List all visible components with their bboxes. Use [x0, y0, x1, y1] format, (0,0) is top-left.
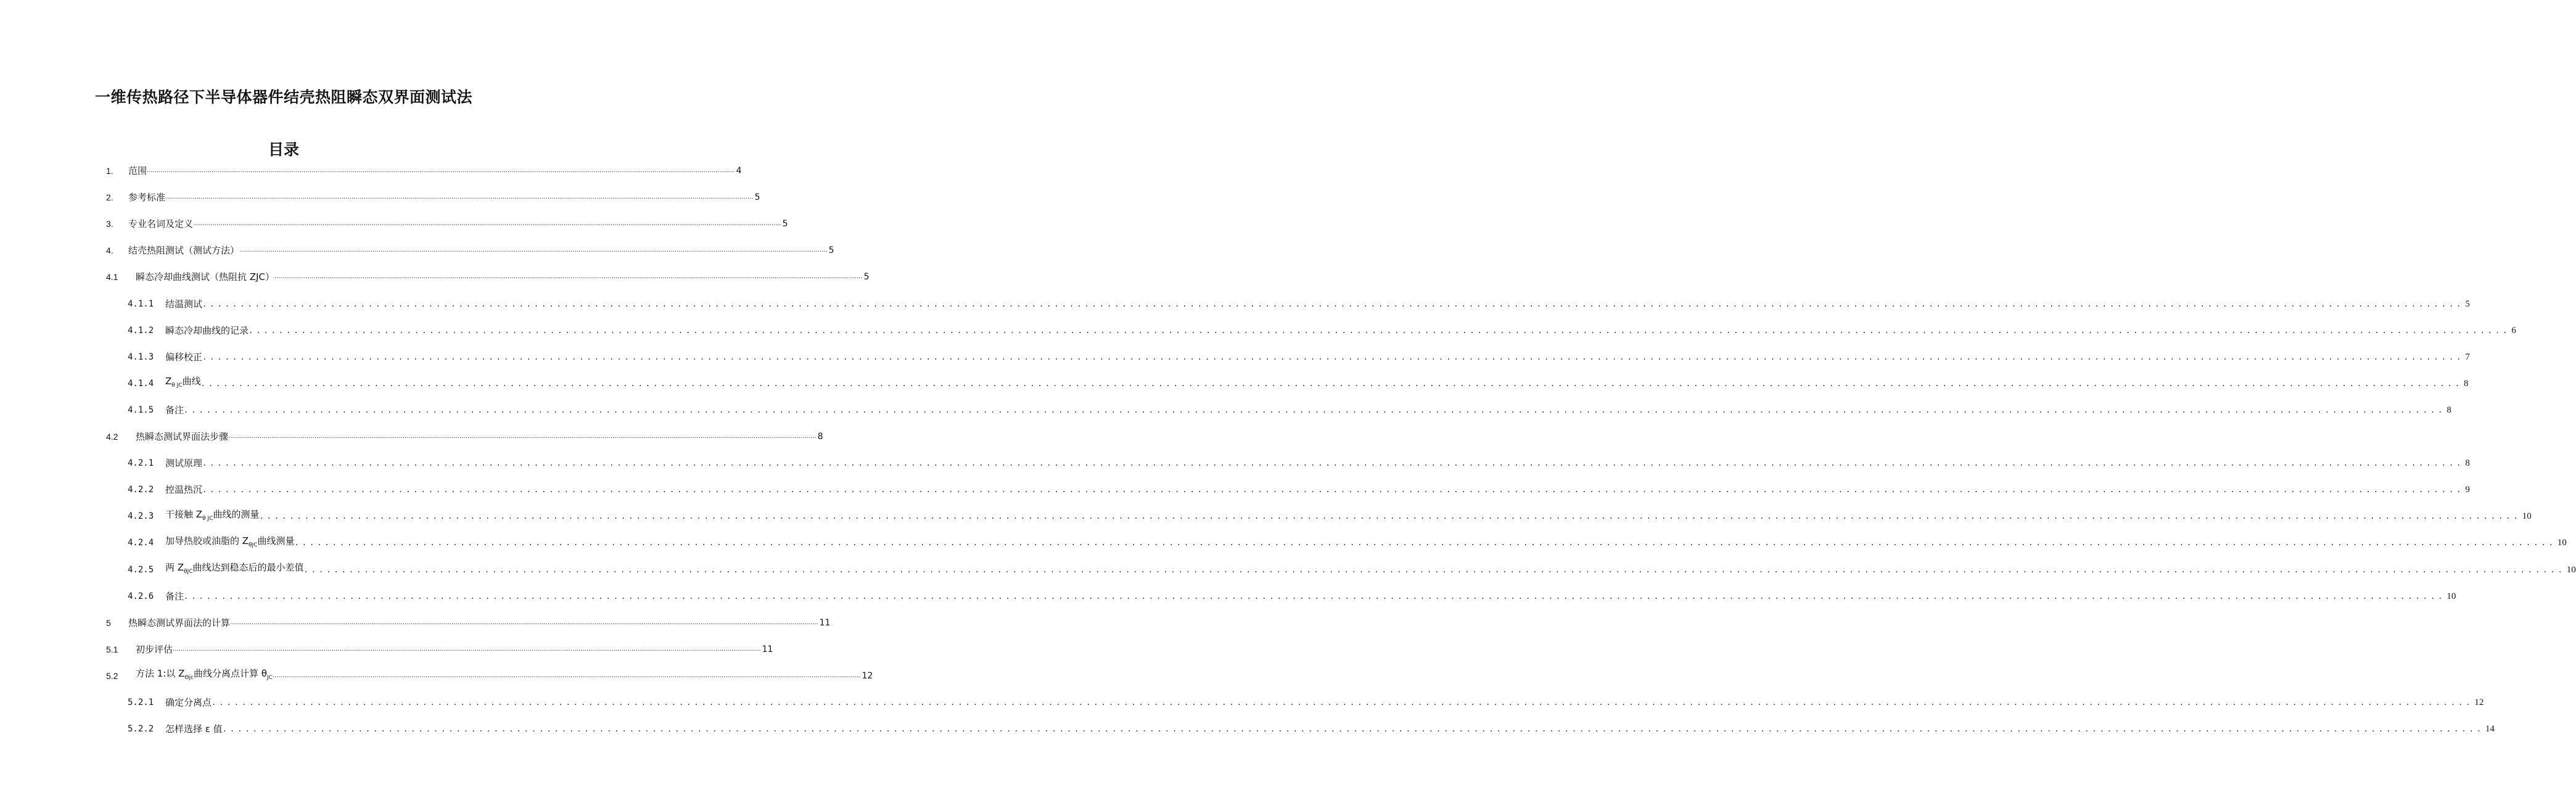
toc-leader-dots: ............................................................................................................................................................................................................................................................................................................: [202, 299, 2464, 308]
toc-entry[interactable]: [0, 615, 831, 631]
toc-entry-number: 4.1.4: [128, 378, 154, 389]
document-title: 一维传热路径下半导体器件结壳热阻瞬态双界面测试法: [94, 88, 472, 106]
toc-entry-page: 8: [2464, 378, 2469, 389]
toc-entry-page: 5: [782, 219, 788, 229]
toc-leader-dots: ............................................................................................................................................................................................................................................................................................................: [202, 485, 2464, 495]
toc-entry-number: 2.: [106, 192, 113, 203]
toc-entry-label: 初步评估: [136, 643, 173, 655]
toc-entry-label: [165, 373, 201, 393]
toc-entry-page: 8: [2465, 458, 2470, 469]
toc-entry-number: 4.2.5: [128, 564, 154, 575]
toc-entry-page: 10: [2566, 564, 2576, 575]
toc-entry[interactable]: [0, 296, 2470, 312]
toc-entry[interactable]: [0, 535, 2567, 551]
toc-leader-dots: ............................................................................................................................................................................................................................................................................................................: [193, 220, 781, 228]
toc-leader-dots: ............................................................................................................................................................................................................................................................................................................: [274, 273, 863, 281]
toc-entry[interactable]: [0, 668, 873, 684]
toc-leader-dots: ............................................................................................................................................................................................................................................................................................................: [303, 565, 2566, 574]
toc-entry-label: 备注: [165, 590, 184, 602]
toc-entry-label: 范围: [128, 165, 147, 176]
toc-leader-dots: ............................................................................................................................................................................................................................................................................................................: [173, 645, 761, 653]
toc-entry[interactable]: [0, 455, 2470, 471]
toc-entry-label-part: 两 Z: [165, 562, 184, 573]
toc-entry-label: 瞬态冷却曲线测试（热阻抗 ZJC）: [136, 271, 274, 283]
toc-entry-page: 9: [2465, 485, 2470, 495]
toc-entry-page: 12: [2474, 698, 2484, 707]
toc-leader-dots: ............................................................................................................................................................................................................................................................................................................: [202, 459, 2464, 468]
toc-entry-page: 8: [2446, 405, 2451, 415]
toc-leader-dots: ............................................................................................................................................................................................................................................................................................................: [259, 512, 2521, 521]
toc-entry[interactable]: [0, 429, 823, 445]
toc-entry-label-part: 曲线达到稳态后的最小差值: [192, 562, 304, 573]
toc-entry-page: 5: [863, 272, 870, 282]
toc-leader-dots: ............................................................................................................................................................................................................................................................................................................: [272, 672, 861, 679]
toc-entry-number: 4.2.2: [128, 485, 154, 495]
toc-entry-number: 5.2: [106, 670, 118, 681]
toc-entry-number: 4.2.4: [128, 538, 154, 548]
toc-entry-number: 5.2.2: [128, 724, 154, 735]
toc-leader-dots: ............................................................................................................................................................................................................................................................................................................: [294, 538, 2556, 548]
toc-leader-dots: ............................................................................................................................................................................................................................................................................................................: [230, 619, 818, 626]
toc-entry[interactable]: [0, 402, 2451, 418]
toc-entry[interactable]: [0, 349, 2470, 365]
toc-entry[interactable]: [0, 694, 2484, 710]
toc-leader-dots: ............................................................................................................................................................................................................................................................................................................: [184, 591, 2446, 601]
toc-entry-number: 5: [106, 617, 111, 628]
toc-entry-subscript: Θjc: [184, 675, 194, 682]
toc-leader-dots: ............................................................................................................................................................................................................................................................................................................: [239, 247, 828, 254]
toc-entry-label: 专业名词及定义: [128, 218, 194, 230]
toc-entry-page: 5: [828, 245, 834, 256]
toc-entry-label: 结温测试: [165, 298, 203, 310]
toc-entry-label: [165, 559, 304, 580]
toc-entry-number: 5.2.1: [128, 698, 154, 707]
toc-entry-label-part: 曲线分离点计算 θ: [193, 668, 267, 680]
toc-entry-page: 11: [762, 644, 773, 654]
toc-entry-label: 热瞬态测试界面法的计算: [128, 617, 231, 628]
toc-entry-page: 11: [819, 617, 831, 628]
toc-entry-page: 6: [2511, 325, 2516, 336]
toc-entry[interactable]: [0, 163, 742, 179]
toc-entry-label-part: Z: [165, 376, 172, 387]
toc-heading: 目录: [268, 141, 299, 159]
toc-leader-dots: ............................................................................................................................................................................................................................................................................................................: [228, 433, 817, 440]
toc-entry-label-part: 加导热胶或油脂的 Z: [165, 535, 249, 546]
toc-entry-subscript: θ JC: [171, 382, 183, 389]
toc-entry[interactable]: [0, 189, 760, 205]
toc-entry-number: 4.2.3: [128, 511, 154, 522]
toc-entry[interactable]: [0, 721, 2495, 737]
toc-entry-page: 12: [862, 670, 873, 681]
toc-entry-label: 备注: [165, 404, 184, 416]
toc-entry-number: 4.1.2: [128, 325, 154, 336]
toc-entry-page: 7: [2465, 352, 2470, 362]
toc-entry-label: 测试原理: [165, 458, 203, 469]
toc-entry-number: 4.: [106, 245, 113, 256]
toc-entry-label: 怎样选择 ε 值: [165, 723, 223, 735]
toc-entry[interactable]: [0, 482, 2470, 498]
toc-leader-dots: ............................................................................................................................................................................................................................................................................................................: [212, 698, 2474, 707]
toc-entry-page: 5: [754, 192, 760, 203]
toc-entry[interactable]: [0, 323, 2516, 339]
toc-entry[interactable]: [0, 588, 2456, 604]
toc-entry-label: 结壳热阻测试（测试方法）: [128, 245, 240, 257]
toc-entry-subscript: θJC: [249, 542, 258, 548]
toc-leader-dots: ............................................................................................................................................................................................................................................................................................................: [184, 405, 2446, 414]
toc-entry[interactable]: [0, 508, 2532, 524]
toc-entry[interactable]: [0, 641, 773, 657]
toc-entry[interactable]: [0, 242, 834, 258]
toc-entry-label: 确定分离点: [165, 697, 212, 708]
toc-entry-number: 4.1.3: [128, 352, 154, 362]
toc-entry-number: 3.: [106, 219, 113, 229]
toc-entry[interactable]: [0, 269, 870, 285]
toc-entry-label: 热瞬态测试界面法步骤: [136, 431, 229, 442]
toc-entry-label: [165, 506, 259, 527]
toc-entry-page: 10: [2522, 511, 2532, 522]
toc-entry-label: 瞬态冷却曲线的记录: [165, 324, 249, 336]
toc-entry-label: [165, 533, 295, 553]
toc-entry-label-part: 干接触 Z: [165, 508, 203, 520]
toc-entry-number: 4.2: [106, 432, 118, 442]
toc-entry-number: 4.1.1: [128, 299, 154, 309]
toc-entry-page: 8: [817, 432, 823, 442]
toc-entry-number: 4.1.5: [128, 405, 154, 415]
toc-leader-dots: ............................................................................................................................................................................................................................................................................................................: [147, 167, 735, 174]
toc-entry-label: 控温热沉: [165, 484, 203, 496]
toc-entry-subscript: JC: [266, 675, 273, 682]
toc-entry-number: 4.1: [106, 272, 118, 282]
toc-leader-dots: ............................................................................................................................................................................................................................................................................................................: [165, 194, 754, 201]
toc-entry[interactable]: [0, 376, 2469, 392]
toc-leader-dots: ............................................................................................................................................................................................................................................................................................................: [202, 352, 2464, 361]
toc-entry-label: 偏移校正: [165, 351, 203, 363]
toc-entry-page: 10: [2557, 538, 2567, 548]
toc-entry-page: 5: [2465, 299, 2470, 309]
toc-entry-number: 4.2.1: [128, 458, 154, 469]
toc-entry-label-part: 曲线的测量: [213, 508, 260, 520]
toc-entry[interactable]: [0, 562, 2576, 578]
toc-leader-dots: ............................................................................................................................................................................................................................................................................................................: [249, 326, 2511, 335]
toc-entry-subscript: θ JC: [202, 515, 213, 522]
toc-entry-number: 1.: [106, 166, 113, 176]
toc-entry-page: 4: [736, 166, 742, 176]
toc-entry-number: 4.2.6: [128, 591, 154, 601]
toc-entry-label-part: 曲线测量: [257, 535, 295, 546]
toc-entry-subscript: θJC: [184, 569, 193, 575]
toc-entry-label-part: 曲线: [182, 376, 201, 387]
toc-entry-label: [136, 665, 273, 686]
toc-entry-number: 5.1: [106, 644, 118, 654]
toc-leader-dots: ............................................................................................................................................................................................................................................................................................................: [200, 379, 2463, 388]
toc-entry-label-part: 方法 1:以 Z: [136, 668, 185, 680]
toc-entry-label: 参考标准: [128, 192, 166, 204]
toc-entry-page: 14: [2485, 724, 2495, 735]
toc-leader-dots: ............................................................................................................................................................................................................................................................................................................: [222, 725, 2485, 734]
toc-entry-page: 10: [2446, 591, 2456, 601]
toc-entry[interactable]: [0, 216, 788, 232]
